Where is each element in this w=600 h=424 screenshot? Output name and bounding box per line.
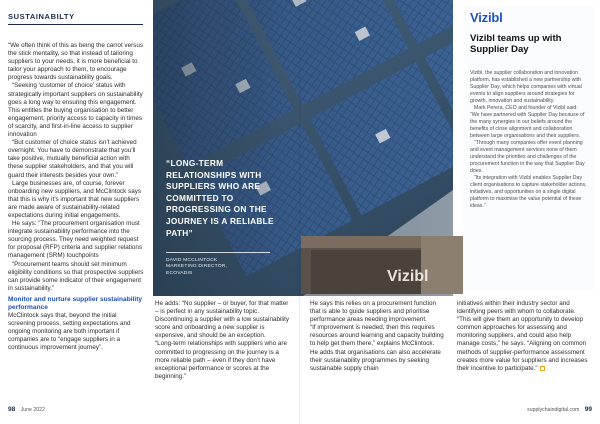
left-column-text: [8, 42, 144, 352]
attribution-name: DAVID MCCLINTOCK: [166, 258, 218, 263]
attribution-company: ECOVADIS: [166, 270, 193, 276]
body-paragraph: McClintock says that, beyond the initial screening process, setting expectations and ongoing monitoring are both important if companies are to “engage suppliers in a continuous improvement journey”.: [8, 311, 131, 352]
body-paragraph: “But customer of choice status isn’t achieved overnight. You have to demonstrate that you’ll take positive, mutually beneficial action with these supplier stakeholders, and that you will guard their interests besides your own.”: [8, 139, 137, 179]
office-sign-photo: [301, 236, 463, 294]
brand-wordmark: Vizibl: [470, 10, 503, 25]
body-paragraph: “Procurement teams should set minimum eligibility conditions so that prospective suppliers can provide some indicator of their engagement in sustainability.”: [8, 260, 144, 292]
left-footer: [8, 406, 45, 413]
sidebar-body: [470, 70, 588, 210]
body-paragraph: initiatives within their industry sector and identifying peers with whom to collaborate.: [457, 300, 576, 316]
body-paragraph: He says: “The procurement organisation must integrate sustainability performance into the sourcing process. They need weighted request for proposal (RFP) criteria and supplier relations management (SRM) touchpoints: [8, 220, 143, 260]
right-footer: [527, 406, 592, 413]
body-paragraph: “Long-term relationships with suppliers who are committed to progressing on the journey is a more reliable path – even if they don’t have exceptional performance or scores at the beginning.”: [155, 340, 287, 380]
body-paragraph: “Seeking ‘customer of choice’ status with strategically important suppliers on sustainability goes a long way to ensuring this engagement. This entitles the buying organisation to better engagement, priority access to capacity in times of scarcity, and first-in-line access to supplier innovation: [8, 82, 143, 139]
right-column-text-1: [310, 300, 446, 373]
body-paragraph: He says this relies on a procurement function that is able to guide suppliers and prioritise performance areas needing improvement.: [310, 300, 436, 324]
page-number: 98: [8, 406, 16, 413]
body-paragraph: He adds that organisations can also accelerate their sustainability programmes by seeking sustainable supply chain: [310, 348, 441, 372]
body-paragraph: [457, 316, 593, 373]
website-label: supplychaindigital.com: [527, 407, 580, 413]
office-sign-text: Vizibl: [387, 268, 429, 285]
sidebar-paragraph: Vizibl, the supplier collaboration and innovation platform, has established a new partnership with Supplier Day, which helps companies with virtual events to align suppliers around strategies for growth, innovation and sustainability.: [470, 70, 582, 104]
sidebar-paragraph: Mark Perera, CEO and founder of Vizibl said: “We have partnered with Supplier Day because of the many synergies in our beliefs around the benefits of close alignment and collaboration between large organisations and their suppliers.: [470, 105, 585, 139]
section-divider: [8, 24, 143, 25]
page-number: 99: [584, 406, 592, 413]
body-paragraph: “If improvement is needed, then this requires resources around learning and capacity building to help get them there,” explains McClintock.: [310, 324, 444, 348]
vizibl-logo: [470, 10, 503, 25]
pull-quote-attribution: [166, 258, 276, 277]
body-paragraph: “We often think of this as being the carrot versus the stick mentality, so that instead of tailoring suppliers to your needs, it is more beneficial to tailor your approach to them, to encourage progress towards sustainability goals.: [8, 42, 143, 82]
middle-column-text: [155, 300, 293, 381]
body-paragraph-text: “This will give them an opportunity to develop common approaches for assessing and monitoring suppliers, and could also help manage costs,” he says. “Aligning on common methods of supplier-performance assessment creates more value for suppliers and increases their incentive to participate.”: [457, 316, 588, 372]
attribution-role: MARKETING DIRECTOR,: [166, 264, 228, 270]
pull-quote: “LONG-TERM RELATIONSHIPS WITH SUPPLIERS WHO ARE COMMITTED TO PROGRESSING ON THE JOURNEY IS A RELIABLE PATH”: [166, 158, 274, 238]
subheading: Monitor and nurture supplier sustainability performance: [8, 295, 143, 311]
sidebar-paragraph: “Its integration with Vizibl enables Supplier Day client organisations to capture stakeholder actions, initiatives, and opportunities on a single digital platform to maximise the value potential of these ideas.”: [470, 175, 587, 209]
body-paragraph: Large businesses are, of course, forever onboarding new suppliers, and McClintock says that this is why it’s important that new suppliers are made aware of sustainability-related expectations during initial engagements.: [8, 179, 142, 219]
section-label: SUSTAINABILTY: [8, 12, 75, 21]
right-column-text-2: [457, 300, 593, 373]
end-of-article-icon: [540, 366, 545, 371]
pull-quote-divider: [166, 252, 270, 253]
issue-date: June 2022: [20, 407, 45, 413]
page-gutter: [299, 0, 301, 424]
body-paragraph: He adds: “No supplier – or buyer, for that matter – is perfect in any sustainability topic. Discontinuing a supplier with a low sustainability score and onboarding a new supplier is expensive, and should be an exception.: [155, 300, 290, 340]
sidebar-paragraph: “Through many companies offer event planning and event management services none of them understand the priorities and challenges of the procurement function in the way that Supplier Day does.: [470, 140, 585, 174]
sidebar-title: Vizibl teams up with Supplier Day: [470, 33, 562, 55]
